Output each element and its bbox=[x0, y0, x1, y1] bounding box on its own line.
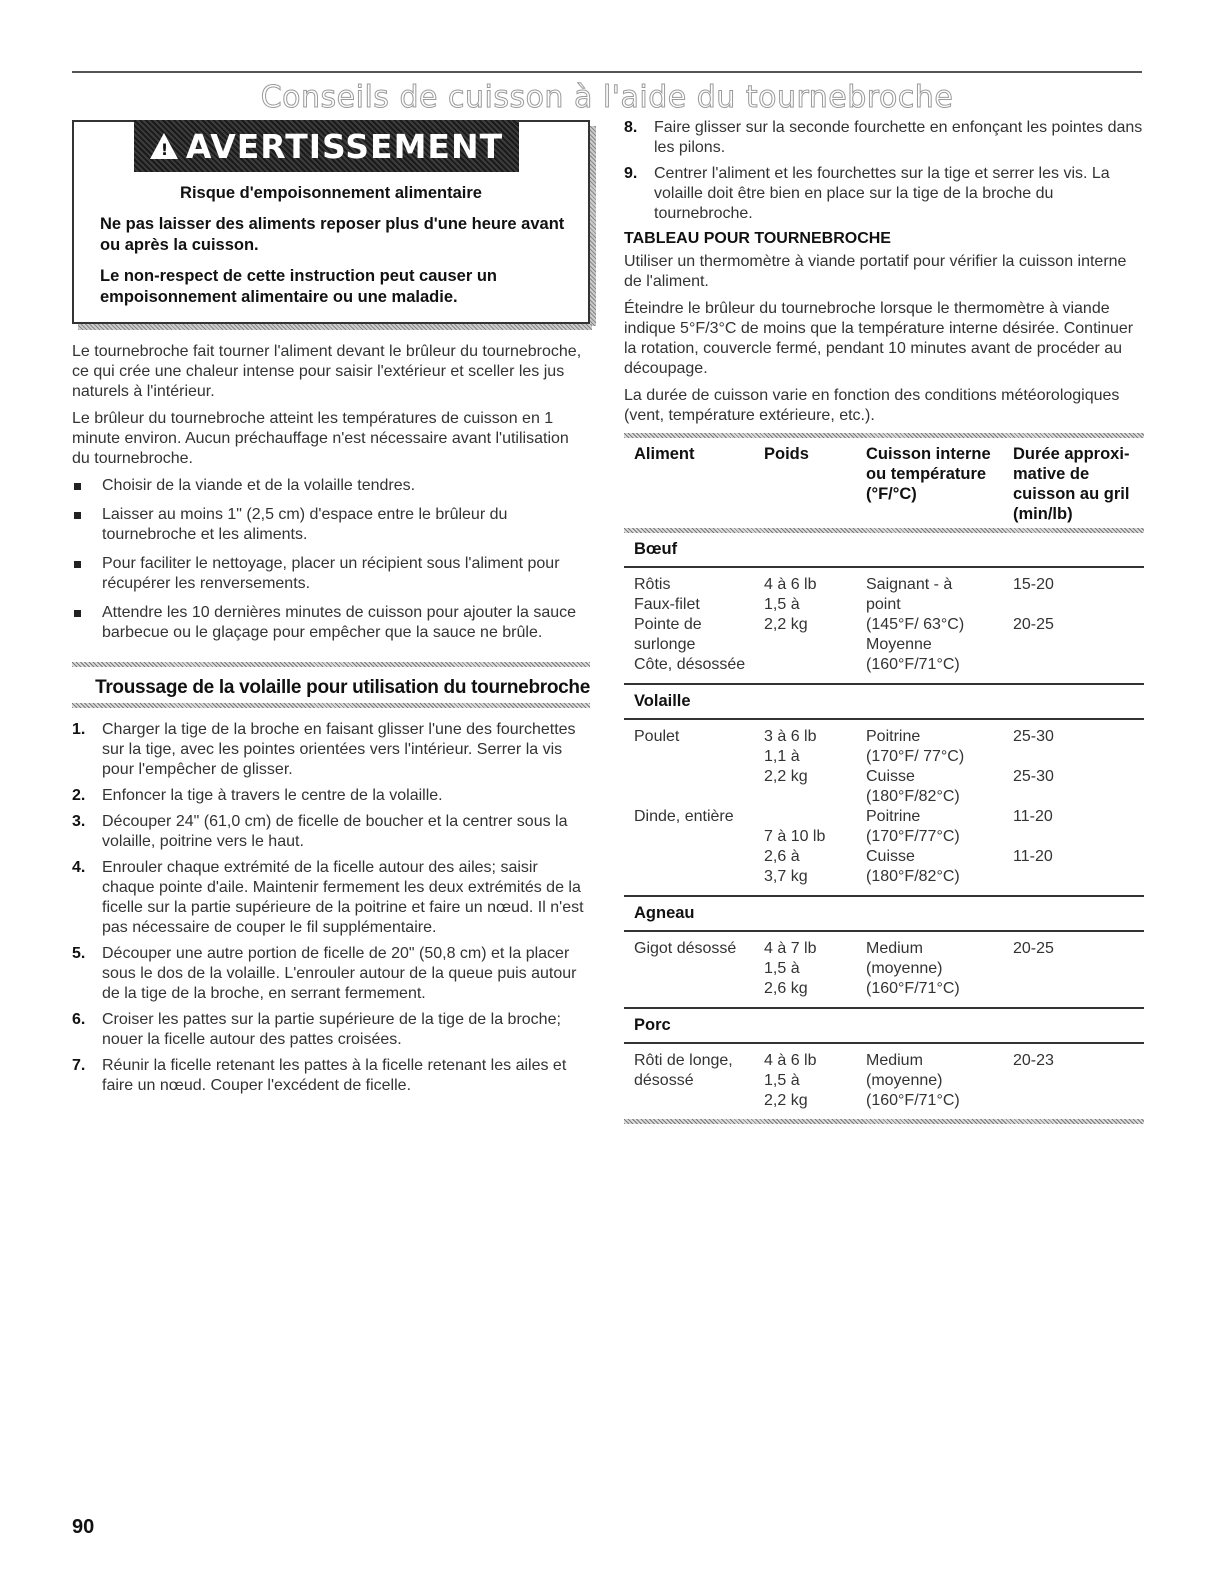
table-category: Volaille bbox=[624, 683, 1144, 720]
table-row bbox=[624, 720, 1144, 895]
step-text: Réunir la ficelle retenant les pattes à la ficelle retenant les ailes et faire un nœud. Couper l'excédent de ficelle. bbox=[102, 1057, 567, 1094]
tips-list bbox=[72, 476, 590, 643]
table-category: Agneau bbox=[624, 895, 1144, 932]
table-cell: 20-25 bbox=[1013, 940, 1054, 957]
warning-hazard: Risque d'empoisonnement alimentaire bbox=[180, 184, 482, 202]
intro-paragraph: Le brûleur du tournebroche atteint les températures de cuisson en 1 minute environ. Aucun préchauffage n'est nécessaire avant l'utilisation du tournebroche. bbox=[72, 410, 569, 467]
warning-line: Ne pas laisser des aliments reposer plus d'une heure avant ou après la cuisson. bbox=[100, 215, 565, 254]
table-paragraph: Éteindre le brûleur du tournebroche lorsque le thermomètre à viande indique 5°F/3°C de moins que la température interne désirée. Continuer la rotation, couvercle fermé, pendant 10 minutes avant de procéder au découpage. bbox=[624, 300, 1134, 377]
bullet-square-icon bbox=[74, 483, 81, 490]
table-header-row bbox=[624, 438, 1144, 528]
table-row bbox=[624, 568, 1144, 683]
list-item-text: Attendre les 10 dernières minutes de cuisson pour ajouter la sauce barbecue ou le glaçage pour empêcher que la sauce ne brûle. bbox=[102, 604, 577, 641]
table-cell: Saignant - à point (145°F/ 63°C) Moyenne (160°F/71°C) bbox=[866, 576, 965, 673]
warning-banner-label: AVERTISSEMENT bbox=[185, 126, 504, 166]
table-cell: 4 à 6 lb 1,5 à 2,2 kg bbox=[764, 576, 817, 633]
table-cell: 20-23 bbox=[1013, 1052, 1054, 1069]
list-item-text: Pour faciliter le nettoyage, placer un récipient sous l'aliment pour récupérer les renversements. bbox=[102, 555, 560, 592]
table-cell: Poulet Dinde, entière bbox=[634, 728, 734, 825]
table-row bbox=[624, 932, 1144, 1007]
table-header: Durée approxi-mative de cuisson au gril (min/lb) bbox=[1013, 445, 1130, 523]
table-section-title: TABLEAU POUR TOURNEBROCHE bbox=[624, 230, 891, 247]
step-number: 8. bbox=[624, 119, 638, 136]
list-item-text: Choisir de la viande et de la volaille tendres. bbox=[102, 477, 416, 494]
table-header: Aliment bbox=[634, 445, 695, 463]
table-cell: Gigot désossé bbox=[634, 940, 737, 957]
trussing-title: Troussage de la volaille pour utilisation du tournebroche bbox=[95, 677, 590, 698]
section-divider bbox=[72, 703, 590, 708]
list-item bbox=[72, 603, 590, 643]
table-cell: Poitrine (170°F/ 77°C) Cuisse (180°F/82°C) Poitrine (170°F/77°C) Cuisse (180°F/82°C) bbox=[866, 728, 965, 885]
bullet-square-icon bbox=[74, 610, 81, 617]
warning-box bbox=[72, 120, 590, 324]
step-text: Croiser les pattes sur la partie supérieure de la tige de la broche; nouer la ficelle autour des pattes croisées. bbox=[102, 1011, 561, 1048]
warning-banner bbox=[134, 120, 519, 172]
intro-paragraph: Le tournebroche fait tourner l'aliment devant le brûleur du tournebroche, ce qui crée une chaleur intense pour saisir l'extérieur et sceller les jus naturels à l'intérieur. bbox=[72, 343, 582, 400]
right-column bbox=[624, 118, 1144, 1124]
list-item bbox=[72, 1010, 590, 1050]
table-header: Poids bbox=[764, 445, 809, 463]
table-cell: Medium (moyenne) (160°F/71°C) bbox=[866, 940, 960, 997]
table-cell: 4 à 7 lb 1,5 à 2,6 kg bbox=[764, 940, 817, 997]
list-item bbox=[72, 858, 590, 938]
step-number: 5. bbox=[72, 945, 86, 962]
step-number: 6. bbox=[72, 1011, 86, 1028]
top-rule bbox=[72, 71, 1142, 73]
warning-line: Le non-respect de cette instruction peut causer un empoisonnement alimentaire ou une maladie. bbox=[100, 267, 497, 306]
warning-shadow bbox=[78, 324, 592, 330]
step-text: Faire glisser sur la seconde fourchette en enfonçant les pointes dans les pilons. bbox=[654, 119, 1143, 156]
table-cell: 3 à 6 lb 1,1 à 2,2 kg 7 à 10 lb 2,6 à 3,7 kg bbox=[764, 728, 826, 885]
table-cell: Medium (moyenne) (160°F/71°C) bbox=[866, 1052, 960, 1109]
list-item bbox=[72, 812, 590, 852]
step-number: 7. bbox=[72, 1057, 86, 1074]
table-category: Bœuf bbox=[624, 533, 1144, 568]
step-text: Charger la tige de la broche en faisant glisser l'une des fourchettes sur la tige, avec les pointes orientées vers l'intérieur. Serrer la vis pour l'empêcher de glisser. bbox=[102, 721, 576, 778]
bullet-square-icon bbox=[74, 561, 81, 568]
bullet-square-icon bbox=[74, 512, 81, 519]
rotisserie-table bbox=[624, 433, 1144, 1124]
page-title: Conseils de cuisson à l'aide du tournebroche bbox=[260, 80, 954, 115]
table-header: Cuisson interne ou température (°F/°C) bbox=[866, 445, 991, 503]
warning-text bbox=[86, 184, 576, 318]
table-paragraph: Utiliser un thermomètre à viande portatif pour vérifier la cuisson interne de l'aliment. bbox=[624, 253, 1127, 290]
warning-triangle-icon bbox=[150, 133, 178, 159]
list-item bbox=[72, 944, 590, 1004]
list-item bbox=[72, 720, 590, 780]
table-category: Porc bbox=[624, 1007, 1144, 1044]
step-number: 4. bbox=[72, 859, 86, 876]
table-divider bbox=[624, 1119, 1144, 1124]
list-item bbox=[72, 554, 590, 594]
table-cell: Rôti de longe, désossé bbox=[634, 1052, 733, 1089]
list-item bbox=[624, 118, 1144, 158]
warning-symbol: ! bbox=[160, 140, 170, 159]
list-item-text: Laisser au moins 1" (2,5 cm) d'espace entre le brûleur du tournebroche et les aliments. bbox=[102, 506, 508, 543]
step-number: 9. bbox=[624, 165, 638, 182]
table-row bbox=[624, 1044, 1144, 1119]
list-item bbox=[72, 505, 590, 545]
trussing-steps bbox=[72, 720, 590, 1096]
list-item bbox=[624, 164, 1144, 224]
list-item bbox=[72, 786, 590, 806]
table-cell: 25-30 25-30 11-20 11-20 bbox=[1013, 728, 1054, 865]
left-column bbox=[72, 118, 590, 1102]
table-cell: 4 à 6 lb 1,5 à 2,2 kg bbox=[764, 1052, 817, 1109]
table-cell: Rôtis Faux-filet Pointe de surlonge Côte, désossée bbox=[634, 576, 746, 673]
section-divider bbox=[72, 662, 590, 667]
list-item bbox=[72, 1056, 590, 1096]
table-paragraph: La durée de cuisson varie en fonction des conditions météorologiques (vent, température extérieure, etc.). bbox=[624, 387, 1120, 424]
trussing-steps-continued bbox=[624, 118, 1144, 224]
step-number: 2. bbox=[72, 787, 86, 804]
step-text: Enfoncer la tige à travers le centre de la volaille. bbox=[102, 787, 443, 804]
table-cell: 15-20 20-25 bbox=[1013, 576, 1054, 633]
step-text: Enrouler chaque extrémité de la ficelle autour des ailes; saisir chaque pointe d'aile. Maintenir fermement les deux extrémités de la ficelle sur la partie supérieure de la poitrine et faire un nœud. Il n'est pas nécessaire de couper le fil supplémentaire. bbox=[102, 859, 584, 936]
step-text: Centrer l'aliment et les fourchettes sur la tige et serrer les vis. La volaille doit être bien en place sur la tige de la broche du tournebroche. bbox=[654, 165, 1110, 222]
step-text: Découper une autre portion de ficelle de 20" (50,8 cm) et la placer sous le dos de la volaille. L'enrouler autour de la queue puis autour de la tige de la broche, en serrant fermement. bbox=[102, 945, 577, 1002]
step-number: 3. bbox=[72, 813, 86, 830]
step-number: 1. bbox=[72, 721, 86, 738]
warning-shadow bbox=[590, 126, 596, 326]
page-number: 90 bbox=[72, 1516, 95, 1538]
list-item bbox=[72, 476, 590, 496]
step-text: Découper 24" (61,0 cm) de ficelle de boucher et la centrer sous la volaille, poitrine vers le haut. bbox=[102, 813, 568, 850]
